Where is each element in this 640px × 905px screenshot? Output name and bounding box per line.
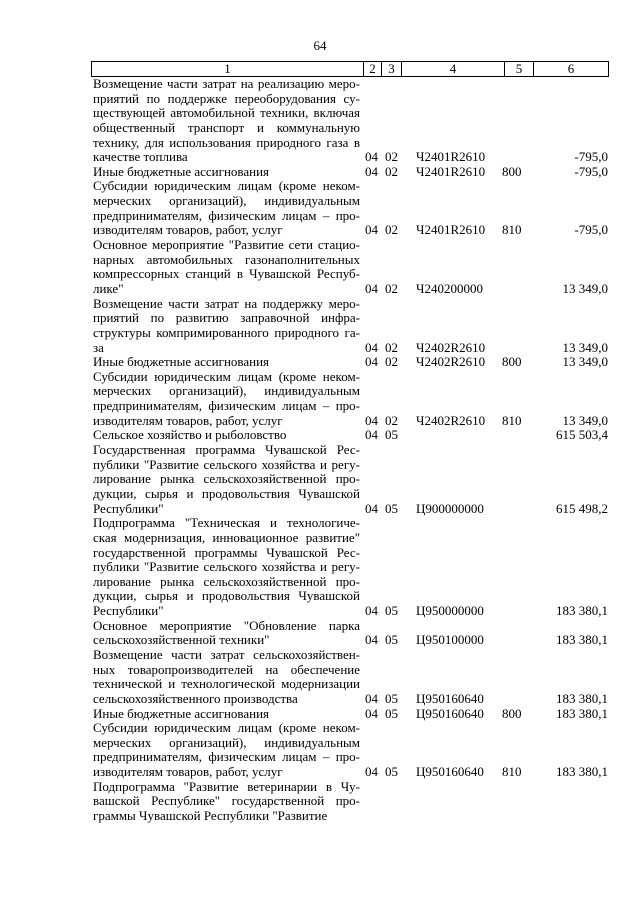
description-line: публики "Развитие сельского хозяйства и регу- (93, 456, 360, 472)
description-line: ская модернизация, инновационное развитие" (93, 529, 360, 545)
section-code: 04 (365, 163, 378, 179)
description-line: приятий по развитию заправочной инфра- (93, 310, 360, 326)
section-code: 04 (365, 412, 378, 428)
section-code: 04 (365, 149, 378, 165)
description-line: Субсидии юридическим лицам (кроме неком- (93, 368, 360, 384)
amount: 183 380,1 (556, 690, 608, 706)
row-description (93, 179, 360, 238)
amount: 615 503,4 (556, 427, 608, 443)
description-line: сельскохозяйственной техники" (93, 632, 270, 648)
description-line: мерческих организаций), индивидуальным (93, 193, 360, 209)
amount: 13 349,0 (562, 354, 608, 370)
table-row (0, 619, 640, 648)
subsection-code: 02 (385, 354, 398, 370)
description-line: Республики" (93, 500, 164, 516)
row-description (93, 648, 360, 707)
section-code: 04 (365, 427, 378, 443)
amount: 13 349,0 (562, 339, 608, 355)
table-row (0, 370, 640, 429)
expense-type-code: 810 (502, 412, 522, 428)
target-article-code: Ч2401R2610 (416, 222, 486, 238)
target-article-code: Ц900000000 (416, 500, 484, 516)
description-line: технику, для использования природного газа в (93, 134, 360, 150)
description-line: Субсидии юридическим лицам (кроме неком- (93, 720, 360, 736)
row-description (93, 721, 360, 780)
expense-type-code: 800 (502, 354, 522, 370)
section-code: 04 (365, 632, 378, 648)
row-description (93, 238, 360, 297)
description-line: предпринимателям, физическим лицам – про- (93, 749, 360, 765)
description-line: дукции, сырья и продовольствия Чувашской (93, 485, 360, 501)
description-line: Иные бюджетные ассигнования (93, 354, 270, 370)
description-line: мерческих организаций), индивидуальным (93, 383, 360, 399)
section-code: 04 (365, 603, 378, 619)
row-description (93, 428, 360, 443)
row-description (93, 370, 360, 429)
table-row (0, 516, 640, 618)
description-line: компрессорных станций в Чувашской Респуб- (93, 266, 360, 282)
row-description (93, 780, 360, 824)
description-line: лирование рынка сельскохозяйственной про- (93, 471, 360, 487)
subsection-code: 05 (385, 690, 398, 706)
section-code: 04 (365, 354, 378, 370)
description-line: предпринимателям, физическим лицам – про- (93, 398, 360, 414)
table-row (0, 707, 640, 722)
target-article-code: Ч2402R2610 (416, 339, 486, 355)
table-row (0, 648, 640, 707)
description-line: нарных автомобильных газонаполнительных (93, 251, 360, 267)
subsection-code: 02 (385, 222, 398, 238)
expense-type-code: 800 (502, 163, 522, 179)
target-article-code: Ц950000000 (416, 603, 484, 619)
expense-type-code: 810 (502, 764, 522, 780)
description-line: лике" (93, 280, 124, 296)
header-col-2: 2 (363, 62, 381, 76)
description-line: Подпрограмма "Техническая и технологиче- (93, 515, 360, 531)
amount: 183 380,1 (556, 632, 608, 648)
amount: 13 349,0 (562, 412, 608, 428)
description-line: Возмещение части затрат сельскохозяйствен- (93, 646, 360, 662)
target-article-code: Ц950100000 (416, 632, 484, 648)
description-line: ных товаропроизводителей на обеспечение (93, 661, 360, 677)
table-row (0, 77, 640, 165)
amount: -795,0 (574, 163, 608, 179)
row-description (93, 707, 360, 722)
expense-type-code: 810 (502, 222, 522, 238)
subsection-code: 02 (385, 149, 398, 165)
table-row (0, 165, 640, 180)
subsection-code: 02 (385, 163, 398, 179)
description-line: Сельское хозяйство и рыболовство (93, 427, 287, 443)
table-row (0, 355, 640, 370)
section-code: 04 (365, 280, 378, 296)
description-line: Иные бюджетные ассигнования (93, 705, 270, 721)
target-article-code: Ц950160640 (416, 705, 484, 721)
target-article-code: Ч2401R2610 (416, 149, 486, 165)
amount: 13 349,0 (562, 280, 608, 296)
description-line: вашской Республике" государственной про- (93, 793, 360, 809)
description-line: изводителям товаров, работ, услуг (93, 764, 283, 780)
description-line: дукции, сырья и продовольствия Чувашской (93, 588, 360, 604)
target-article-code: Ч2402R2610 (416, 354, 486, 370)
subsection-code: 05 (385, 632, 398, 648)
table-row (0, 238, 640, 297)
row-description (93, 619, 360, 648)
expense-type-code: 800 (502, 705, 522, 721)
subsection-code: 02 (385, 339, 398, 355)
row-description (93, 77, 360, 165)
header-col-6: 6 (533, 62, 609, 76)
table-row (0, 428, 640, 443)
description-line: изводителям товаров, работ, услуг (93, 222, 283, 238)
section-code: 04 (365, 500, 378, 516)
description-line: ществующей автомобильной техники, включая (93, 105, 360, 121)
amount: 183 380,1 (556, 603, 608, 619)
description-line: Возмещение части затрат на поддержку меро- (93, 295, 360, 311)
subsection-code: 02 (385, 280, 398, 296)
description-line: изводителям товаров, работ, услуг (93, 412, 283, 428)
description-line: граммы Чувашской Республики "Развитие (93, 808, 328, 824)
description-line: лирование рынка сельскохозяйственной про- (93, 573, 360, 589)
row-description (93, 297, 360, 356)
table-row (0, 179, 640, 238)
table-row (0, 443, 640, 516)
target-article-code: Ч240200000 (416, 280, 483, 296)
section-code: 04 (365, 222, 378, 238)
table-row (0, 297, 640, 356)
target-article-code: Ч2401R2610 (416, 163, 486, 179)
subsection-code: 05 (385, 603, 398, 619)
description-line: структуры компримированного природного га- (93, 324, 360, 340)
section-code: 04 (365, 705, 378, 721)
header-col-1: 1 (91, 62, 363, 76)
description-line: за (93, 339, 104, 355)
section-code: 04 (365, 764, 378, 780)
description-line: Подпрограмма "Развитие ветеринарии в Чу- (93, 778, 360, 794)
row-description (93, 355, 360, 370)
description-line: Основное мероприятие "Развитие сети стацио- (93, 237, 360, 253)
section-code: 04 (365, 690, 378, 706)
row-description (93, 165, 360, 180)
description-line: приятий по поддержке переоборудования су- (93, 90, 360, 106)
target-article-code: Ч2402R2610 (416, 412, 486, 428)
description-line: предпринимателям, физическим лицам – про- (93, 207, 360, 223)
description-line: Возмещение части затрат на реализацию меро- (93, 76, 360, 91)
row-description (93, 516, 360, 618)
subsection-code: 05 (385, 500, 398, 516)
description-line: Государственная программа Чувашской Рес- (93, 442, 360, 458)
amount: 183 380,1 (556, 764, 608, 780)
description-line: мерческих организаций), индивидуальным (93, 734, 360, 750)
description-line: государственной программы Чувашской Рес- (93, 544, 360, 560)
description-line: Субсидии юридическим лицам (кроме неком- (93, 178, 360, 194)
amount: 183 380,1 (556, 705, 608, 721)
subsection-code: 02 (385, 412, 398, 428)
description-line: Иные бюджетные ассигнования (93, 163, 270, 179)
page-number: 64 (313, 38, 327, 53)
header-col-5: 5 (504, 62, 533, 76)
table-row (0, 721, 640, 780)
section-code: 04 (365, 339, 378, 355)
header-col-3: 3 (381, 62, 401, 76)
row-description (93, 443, 360, 516)
subsection-code: 05 (385, 705, 398, 721)
amount: -795,0 (574, 149, 608, 165)
budget-table-body (0, 77, 640, 824)
target-article-code: Ц950160640 (416, 690, 484, 706)
description-line: Республики" (93, 603, 164, 619)
target-article-code: Ц950160640 (416, 764, 484, 780)
table-row (0, 780, 640, 824)
header-col-4: 4 (401, 62, 504, 76)
amount: -795,0 (574, 222, 608, 238)
description-line: технической и технологической модернизации (93, 676, 360, 692)
description-line: публики "Развитие сельского хозяйства и регу- (93, 559, 360, 575)
description-line: Основное мероприятие "Обновление парка (93, 617, 360, 633)
description-line: общественный транспорт и коммунальную (93, 119, 360, 135)
amount: 615 498,2 (556, 500, 608, 516)
subsection-code: 05 (385, 764, 398, 780)
description-line: сельскохозяйственного производства (93, 690, 298, 706)
table-header (91, 61, 609, 77)
description-line: качестве топлива (93, 149, 188, 165)
subsection-code: 05 (385, 427, 398, 443)
